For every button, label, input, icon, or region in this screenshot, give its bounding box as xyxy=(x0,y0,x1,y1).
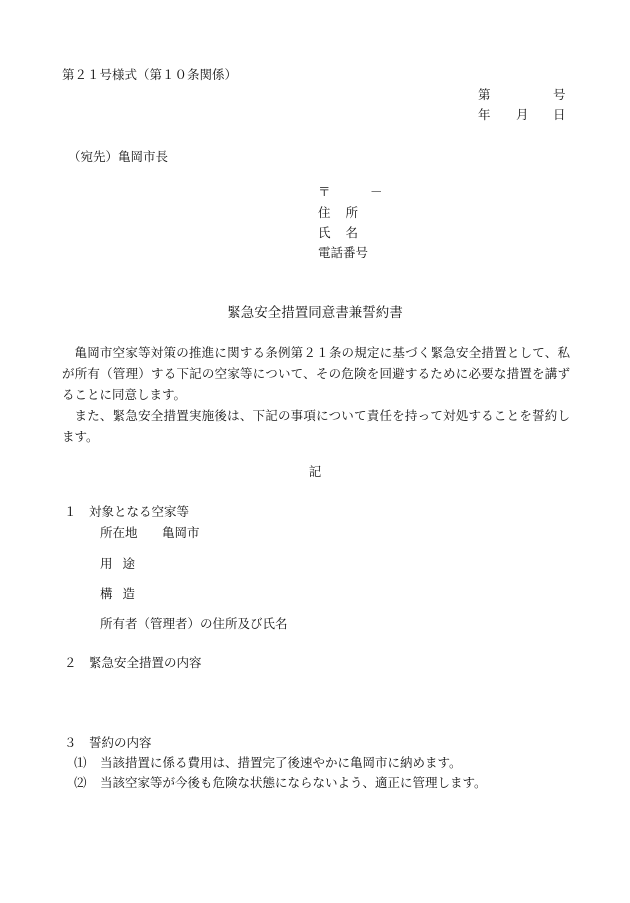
section3-heading: ３ 誓約の内容 xyxy=(64,735,152,750)
date-day: 日 xyxy=(553,107,566,122)
date-month: 月 xyxy=(516,107,529,122)
postal-dash: － xyxy=(370,184,383,199)
pledge-item-2-num: ⑵ xyxy=(74,775,87,790)
name-label: 氏名 xyxy=(318,225,374,240)
addressee: （宛先）亀岡市長 xyxy=(68,149,169,164)
doc-number-suffix: 号 xyxy=(553,87,566,102)
section1-heading: １ 対象となる空家等 xyxy=(64,504,190,519)
form-id: 第２１号様式（第１０条関係） xyxy=(62,67,238,82)
location-label: 所在地 xyxy=(100,525,138,540)
pledge-item-1: 当該措置に係る費用は、措置完了後速やかに亀岡市に納めます。 xyxy=(100,755,462,770)
body-text xyxy=(62,342,570,447)
pledge-item-1-num: ⑴ xyxy=(74,755,87,770)
paragraph-pledge: また、緊急安全措置実施後は、下記の事項について責任を持って対処することを誓約します。 xyxy=(62,408,570,444)
structure-label: 構造 xyxy=(100,586,146,601)
section2-heading: ２ 緊急安全措置の内容 xyxy=(64,655,202,670)
pledge-item-2: 当該空家等が今後も危険な状態にならないよう、適正に管理します。 xyxy=(100,775,487,790)
address-label: 住所 xyxy=(318,205,374,220)
location-value: 亀岡市 xyxy=(162,525,200,540)
ki-heading: 記 xyxy=(308,464,322,479)
document-title: 緊急安全措置同意書兼誓約書 xyxy=(227,305,403,321)
paragraph-consent: 亀岡市空家等対策の推進に関する条例第２１条の規定に基づく緊急安全措置として、私が所有（管理）する下記の空家等について、その危険を回避するために必要な措置を講ずることに同意します。 xyxy=(62,345,570,402)
phone-label: 電話番号 xyxy=(318,245,369,260)
use-label: 用途 xyxy=(100,556,146,571)
postal-mark: 〒 xyxy=(318,184,331,199)
date-year: 年 xyxy=(478,107,491,122)
owner-label: 所有者（管理者）の住所及び氏名 xyxy=(100,616,288,631)
doc-number-prefix: 第 xyxy=(478,87,491,102)
